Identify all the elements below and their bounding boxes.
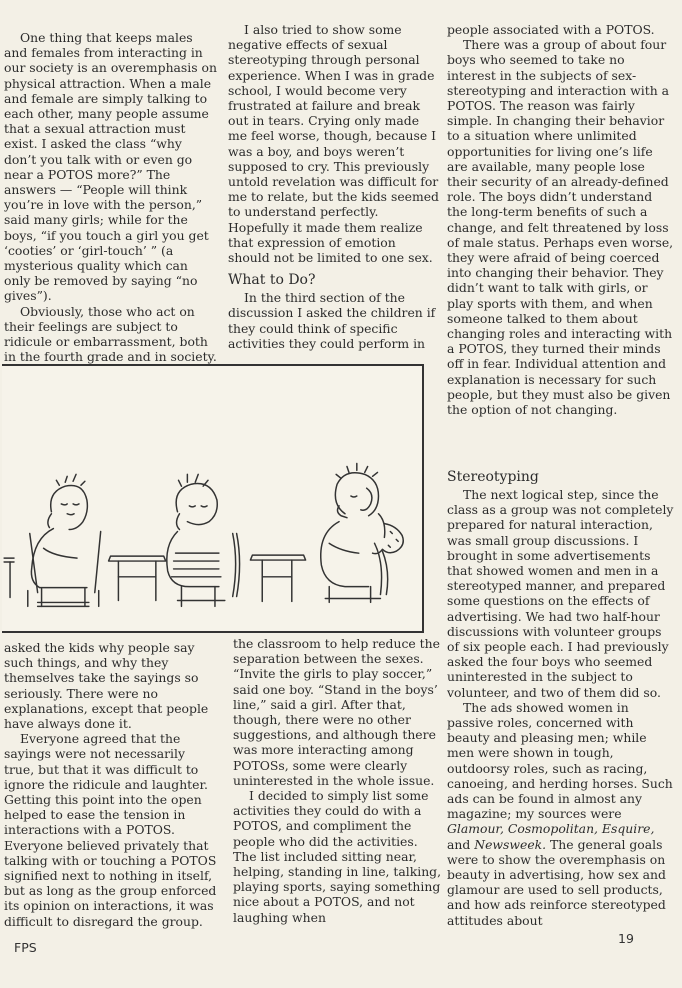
paragraph: In the third section of the discussion I asked the children if they could think of specific activities they could perform in — [228, 290, 436, 351]
paragraph: The next logical step, since the class as a group was not completely prepared for natural interaction, was small group discussions. I brought in some advertisements that showed women and men in a stereotyped manner, and prepared some questions on the effects of advertising. We had two half-hour discussions with volunteer groups of six people each. I had previously asked the four boys who seemed uninterested in the subject to volunteer, and two of them did so. — [447, 487, 674, 700]
child-figure-1 — [28, 474, 101, 606]
paragraph: people associated with a POTOS. — [447, 22, 655, 37]
paragraph: I also tried to show some negative effects of sexual stereotyping through personal experience. When I was in grade school, I would become very frustrated at failure and break out in tears. Crying only made me feel worse, though, because I was a boy, and boys weren’t supposed to cry. This previously untold revelation was difficult for me to relate, but the kids seemed to understand perfectly. Hopefully it made them realize that expression of emotion should not be limited to one sex. — [228, 22, 439, 266]
cartoon-illustration — [2, 364, 424, 633]
desk-2 — [250, 555, 305, 601]
column-2-bottom — [233, 636, 445, 925]
paragraph: One thing that keeps males and females from interacting in our society is an overemphasis on physical attraction. When a male and female are simply talking to each other, many people assume that a sexual attraction must exist. I asked the class “why don’t you talk with or even go near a POTOS more?” The answers — “People will think you’re in love with the person,” said many girls; while for the boys, “if you touch a girl you get ‘cooties’ or ‘girl-touch’ ” (a mysterious quality which can only be removed by saying “no gives”). — [4, 30, 217, 304]
section-heading-what-to-do: What to Do? — [228, 272, 316, 289]
desk-1 — [109, 556, 166, 600]
paragraph: There was a group of about four boys who seemed to take no interest in the subjects of sex-stereotyping and interaction with a POTOS. The reason was fairly simple. In changing their behavior to a situation where unlimited opportunities for living one’s life are available, many people lose their security of an already-defined role. The boys didn’t understand the long-term benefits of such a change, and felt threatened by loss of male status. Perhaps even worse, they were afraid of being coerced into changing their behavior. They didn’t want to talk with girls, or play sports with them, and when someone talked to them about changing roles and interacting with a POTOS, they turned their minds off in fear. Individual attention and explanation is necessary for such people, but they must also be given the option of not changing. — [447, 37, 674, 418]
paragraph: Everyone agreed that the sayings were not necessarily true, but that it was difficult to ignore the ridicule and laughter. Getting this point into the open helped to ease the tension in interactions with a POTOS. Everyone believed privately that talking with or touching a POTOS signified next to nothing in itself, but as long as the group enforced its opinion on interactions, it was difficult to disregard the group. — [4, 731, 217, 929]
paragraph: the classroom to help reduce the separation between the sexes. “Invite the girls to play soccer,” said one boy. “Stand in the boys’ line,” said a girl. After that, though, there were no other suggestions, and although there was more interacting among POTOSs, some were clearly uninterested in the whole issue. — [233, 636, 440, 788]
page-number: 19 — [618, 931, 634, 946]
paragraph: Obviously, those who act on their feelings are subject to ridicule or embarrassment, both in the fourth grade and in society. — [4, 303, 217, 365]
magazine-titles: Glamour, Cosmopolitan, Esquire, — [447, 821, 655, 837]
paragraph: The ads showed women in passive roles, concerned with beauty and pleasing men; while men were shown in tough, outdoorsy roles, such as racing, canoeing, and herding horses. Such ads can be found in almost any magazine; my sources were Glamour, Cosmopolitan, Esquire, and Newsweek. The general goals were to show the overemphasis on beauty in advertising, how sex and glamour are used to sell products, and how ads reinforce stereotyped attitudes about — [447, 699, 673, 928]
child-figure-3 — [321, 464, 404, 603]
paragraph: I decided to simply list some activities they could do with a POTOS, and compliment the people who did the activities. The list included sitting near, helping, standing in line, talking, playing sports, saying something nice about a POTOS, and not laughing when — [233, 788, 442, 925]
magazine-title: Newsweek. — [474, 836, 547, 852]
column-1-bottom — [4, 640, 217, 929]
column-2-top — [228, 22, 440, 351]
desk-left — [4, 558, 14, 597]
column-3-top — [447, 22, 675, 417]
column-1-top — [4, 30, 217, 380]
section-heading-stereotyping: Stereotyping — [447, 469, 539, 485]
paragraph: asked the kids why people say such things, and why they themselves take the sayings so seriously. There were no explanations, except that people have always done it. — [4, 640, 209, 732]
column-3-bottom — [447, 462, 675, 928]
footer-publication-mark: FPS — [14, 940, 37, 955]
child-figure-2 — [167, 474, 240, 606]
